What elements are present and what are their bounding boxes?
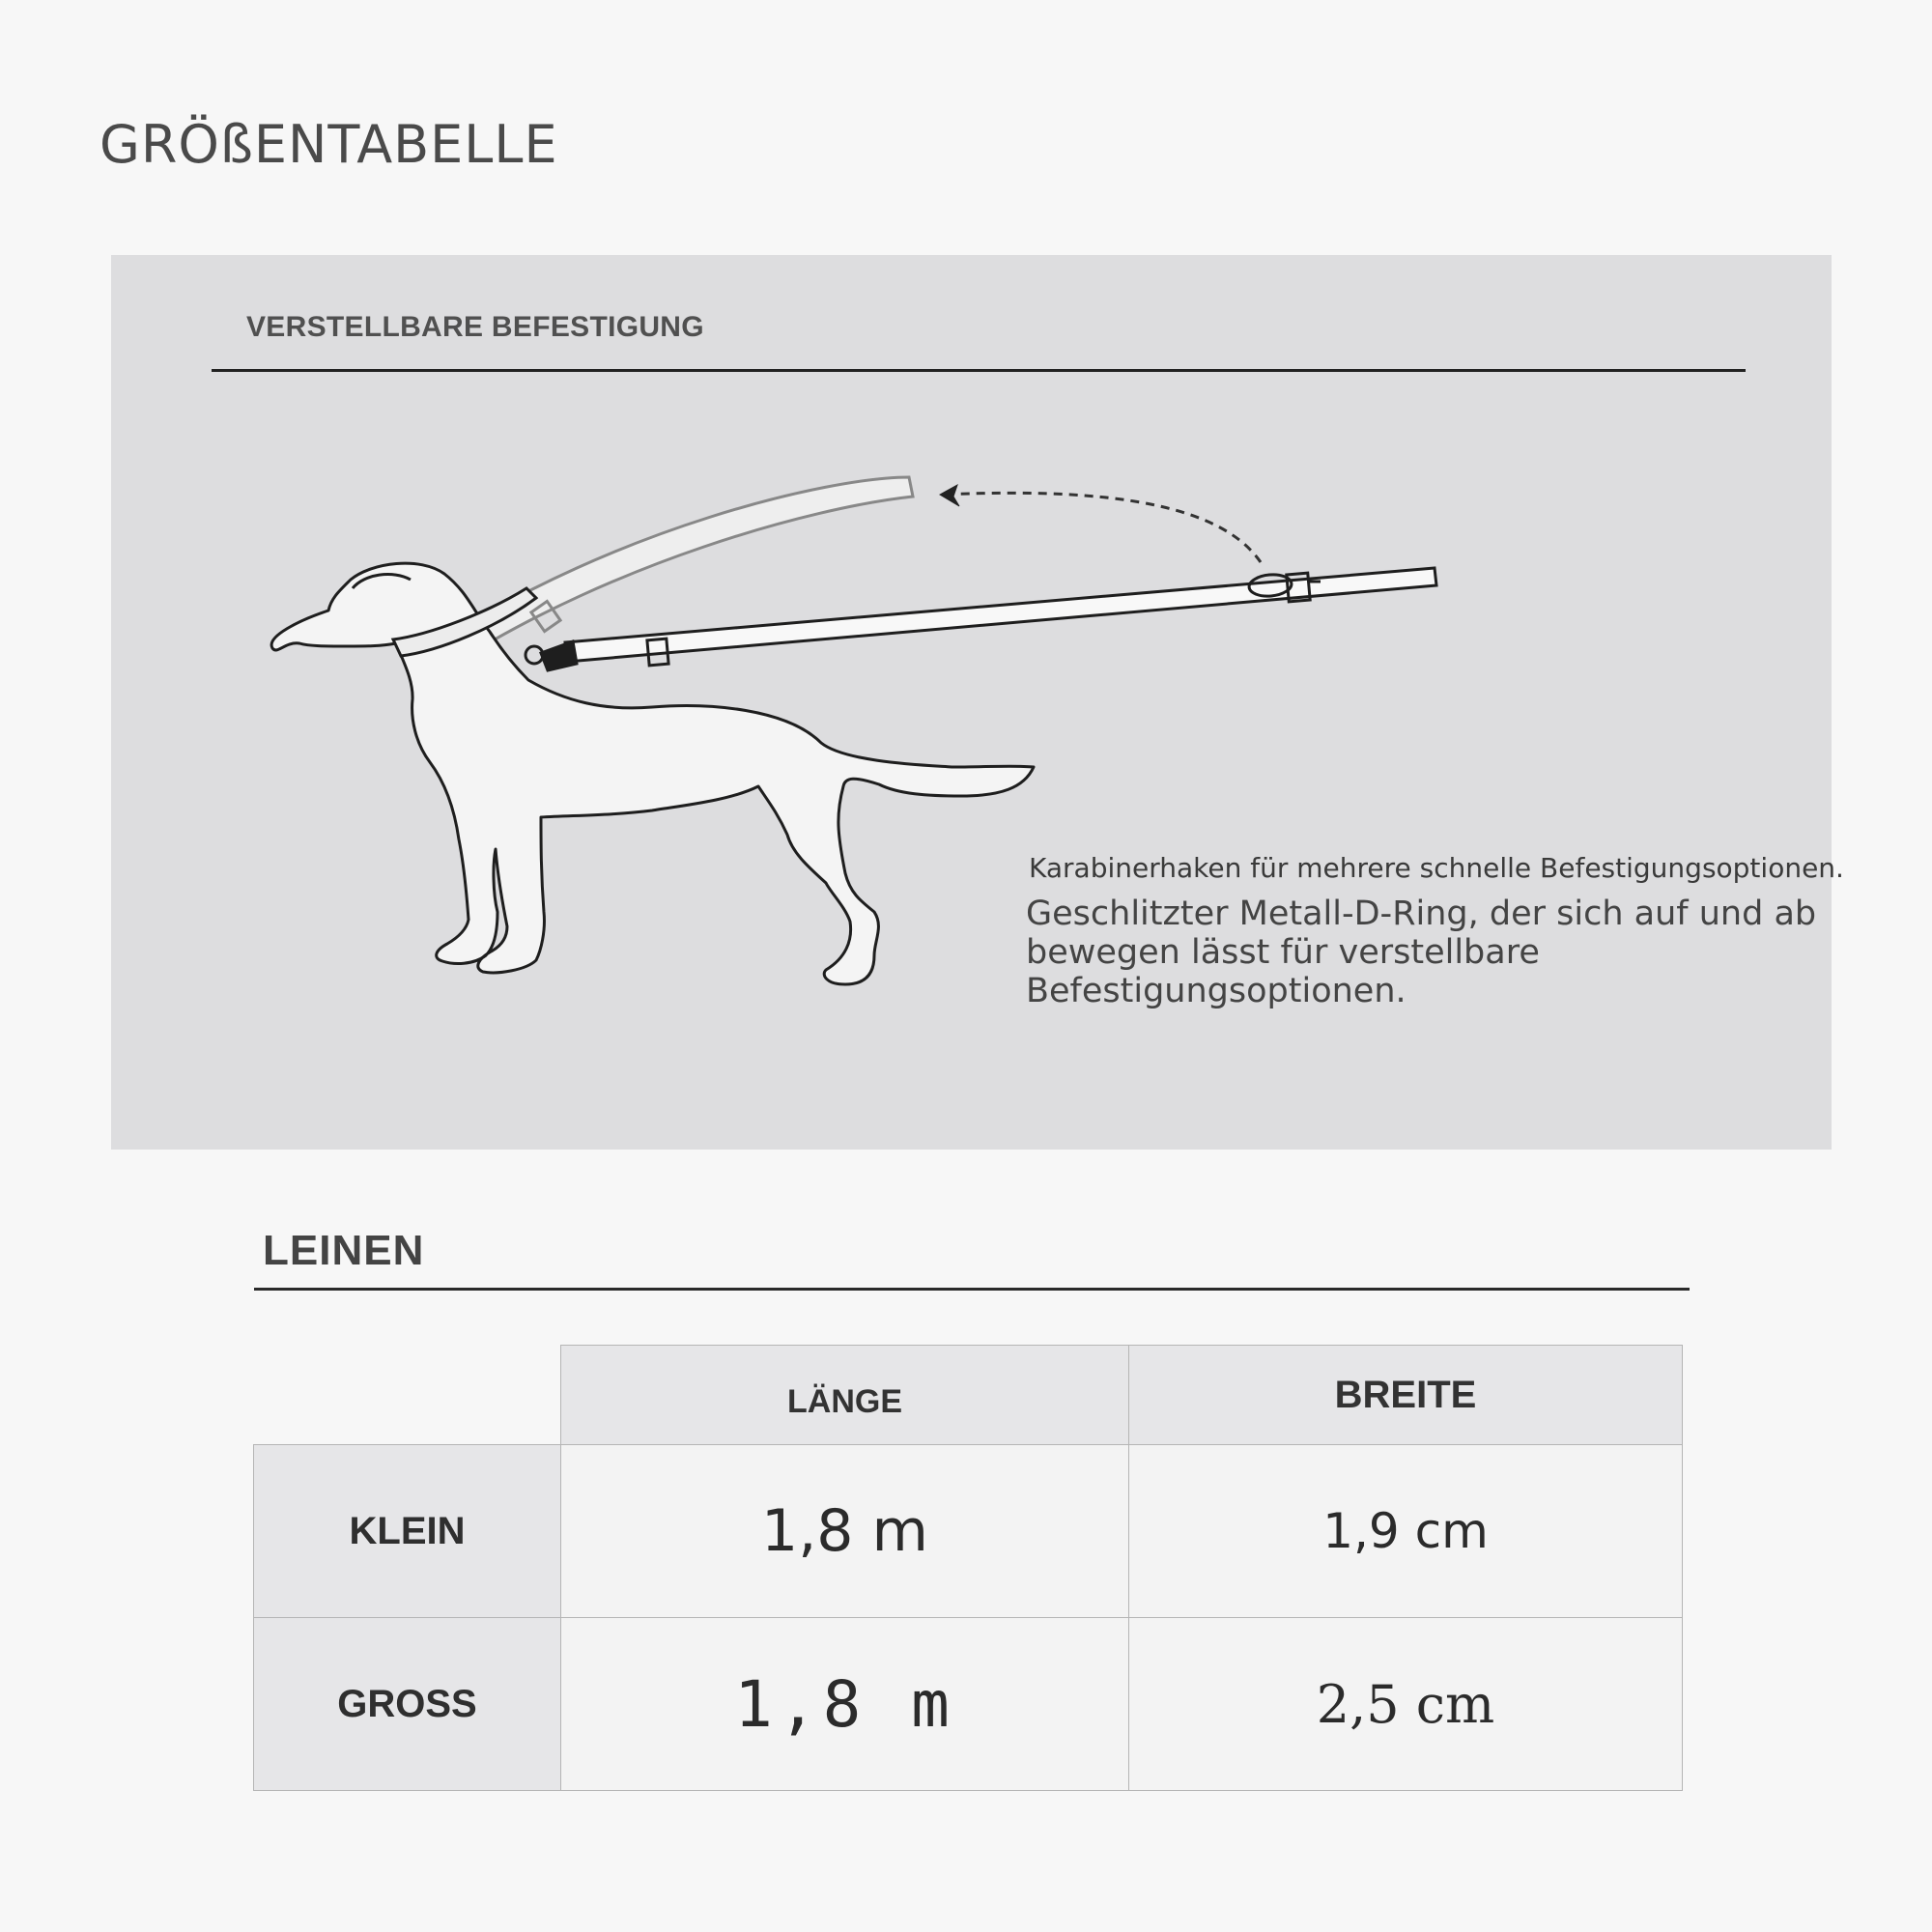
table-corner — [254, 1346, 561, 1445]
d-ring-note: Geschlitzter Metall-D-Ring, der sich auf und ab bewegen lässt für verstellbare Befestigungsoptionen. — [1026, 895, 1817, 1010]
width-value: 1,9 cm — [1129, 1445, 1683, 1618]
width-value: 2,5 cm — [1129, 1618, 1683, 1791]
row-label-large: GROSS — [254, 1618, 561, 1791]
length-value: 1,8 m — [561, 1445, 1129, 1618]
table-row — [254, 1445, 1683, 1618]
dog-leash-illustration — [111, 255, 1832, 1150]
length-value: 1,8 m — [561, 1618, 1129, 1791]
column-header-length: LÄNGE — [561, 1346, 1129, 1445]
page-title: GRÖßENTABELLE — [99, 114, 558, 175]
column-header-width: BREITE — [1129, 1346, 1683, 1445]
leash-main — [526, 568, 1436, 670]
attachment-panel — [111, 255, 1844, 1150]
section-title: LEINEN — [263, 1227, 425, 1274]
size-table — [253, 1345, 1683, 1791]
carabiner-note: Karabinerhaken für mehrere schnelle Befestigungsoptionen. — [1029, 852, 1844, 884]
row-label-small: KLEIN — [254, 1445, 561, 1618]
dashed-arrow — [940, 485, 1261, 562]
table-header-row — [254, 1346, 1683, 1445]
table-row — [254, 1618, 1683, 1791]
panel-title: VERSTELLBARE BEFESTIGUNG — [246, 311, 704, 343]
section-divider — [254, 1288, 1690, 1291]
